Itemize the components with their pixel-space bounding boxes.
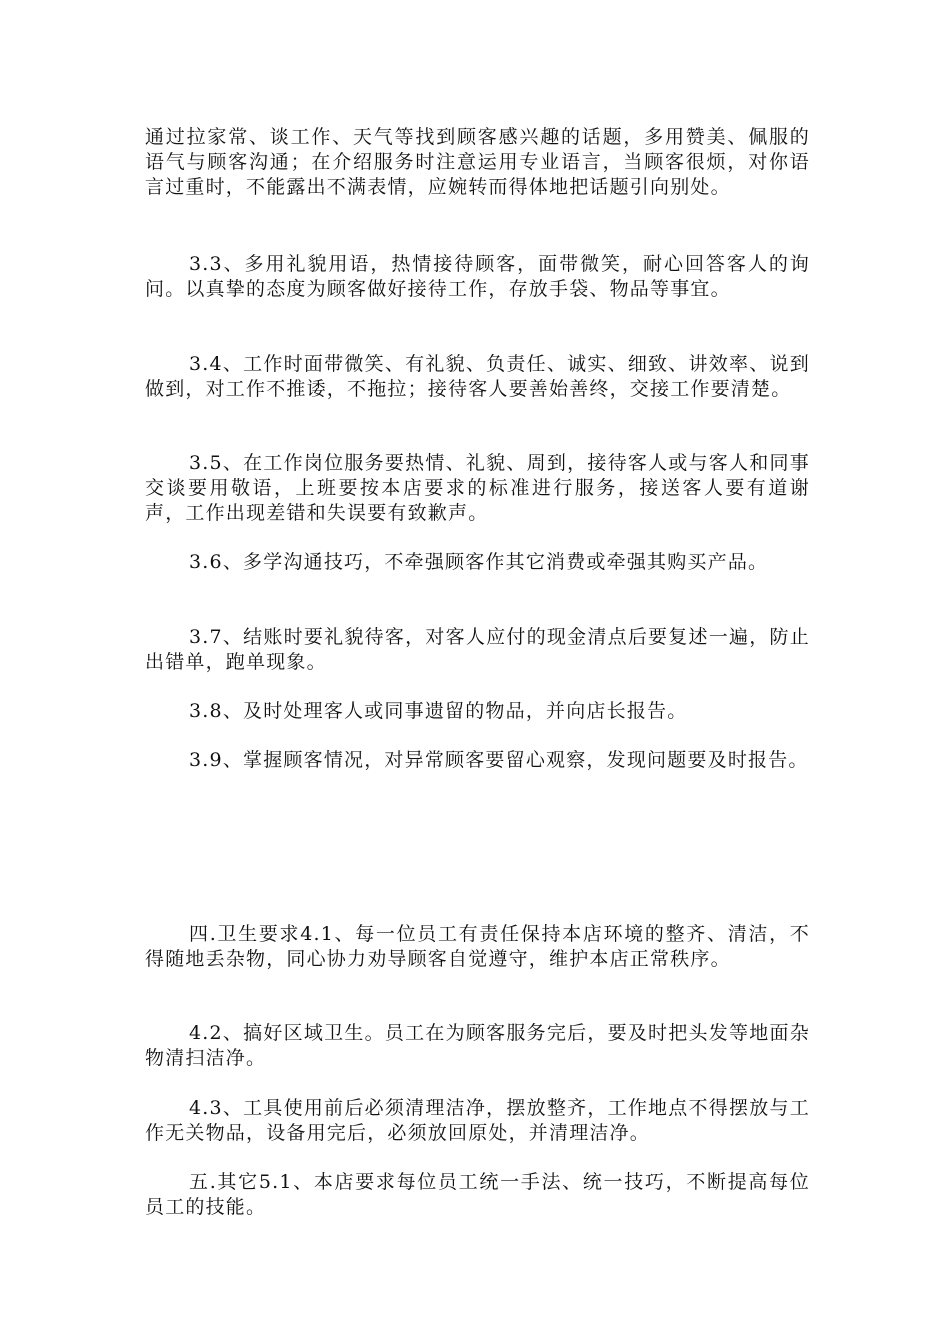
paragraph-4-2: 4.2、搞好区域卫生。员工在为顾客服务完后，要及时把头发等地面杂物清扫洁净。	[145, 1022, 810, 1069]
paragraph-section-5-other: 五.其它5.1、本店要求每位员工统一手法、统一技巧，不断提高每位员工的技能。	[145, 1171, 810, 1218]
paragraph-intro-continued: 通过拉家常、谈工作、天气等找到顾客感兴趣的话题，多用赞美、佩服的语气与顾客沟通；在介绍服务时注意运用专业语言，当顾客很烦，对你语言过重时，不能露出不满表情，应婉转而得体地把话题引向别处。	[145, 126, 810, 198]
paragraph-4-3: 4.3、工具使用前后必须清理洁净，摆放整齐，工作地点不得摆放与工作无关物品，设备用完后，必须放回原处，并清理洁净。	[145, 1097, 810, 1144]
paragraph-3-5: 3.5、在工作岗位服务要热情、礼貌、周到，接待客人或与客人和同事交谈要用敬语，上班要按本店要求的标准进行服务，接送客人要有道谢声，工作出现差错和失误要有致歉声。	[145, 452, 810, 524]
paragraph-3-8: 3.8、及时处理客人或同事遗留的物品，并向店长报告。	[189, 700, 688, 722]
paragraph-3-9: 3.9、掌握顾客情况，对异常顾客要留心观察，发现问题要及时报告。	[189, 749, 809, 771]
paragraph-3-6: 3.6、多学沟通技巧，不牵强顾客作其它消费或牵强其购买产品。	[189, 551, 769, 573]
paragraph-3-3: 3.3、多用礼貌用语，热情接待顾客，面带微笑，耐心回答客人的询问。以真挚的态度为顾客做好接待工作，存放手袋、物品等事宜。	[145, 253, 810, 300]
paragraph-3-7: 3.7、结账时要礼貌待客，对客人应付的现金清点后要复述一遍，防止出错单，跑单现象。	[145, 626, 810, 673]
paragraph-section-4-hygiene: 四.卫生要求4.1、每一位员工有责任保持本店环境的整齐、清洁，不得随地丢杂物，同心协力劝导顾客自觉遵守，维护本店正常秩序。	[145, 923, 810, 970]
paragraph-3-4: 3.4、工作时面带微笑、有礼貌、负责任、诚实、细致、讲效率、说到做到，对工作不推诿，不拖拉；接待客人要善始善终，交接工作要清楚。	[145, 353, 810, 400]
